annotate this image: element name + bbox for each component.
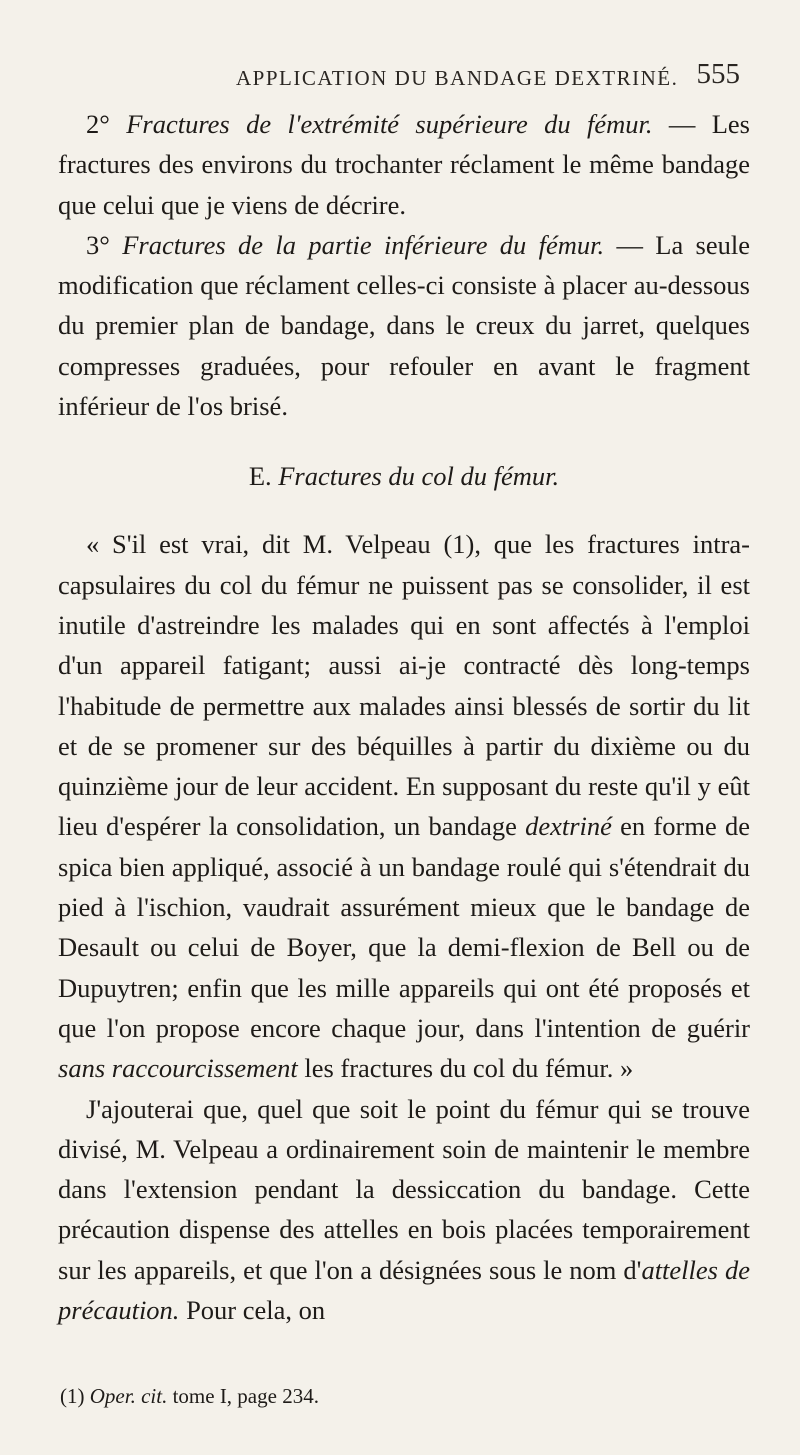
footnote-reference: Oper. cit. (89, 1384, 168, 1409)
quote-text-3: les fractures du col du fémur. » (297, 1053, 634, 1084)
paragraph-title: Fractures de la partie inférieure du fémur. (122, 229, 605, 260)
section-label: E. (248, 461, 279, 492)
paragraph-text: — Les fractures des environs du trochanter réclament le même bandage que celui que je viens de décrire. (58, 109, 750, 220)
section-title: Fractures du col du fémur. (278, 461, 560, 492)
page-number: 555 (696, 58, 740, 90)
page-header (58, 58, 750, 104)
footnote-text: tome I, page 234. (167, 1384, 319, 1409)
paragraph-upper-femur (58, 104, 750, 225)
quote-emphasis-dextrine: dextriné (525, 811, 612, 842)
section-heading (58, 456, 750, 496)
body-text (58, 104, 750, 1330)
paragraph-text-2: Pour cela, on (179, 1295, 326, 1326)
footnote (58, 1382, 750, 1410)
paragraph-emphasis: attelles de précaution. (58, 1254, 750, 1326)
velpeau-quote (58, 524, 750, 1088)
running-head: APPLICATION DU BANDAGE DEXTRINÉ. (236, 66, 679, 90)
paragraph-lower-femur (58, 225, 750, 426)
paragraph-text-1: J'ajouterai que, quel que soit le point du fémur qui se trouve divisé, M. Velpeau a ordinairement soin de maintenir le membre dans l'extension pendant la dessiccation du bandage. Cette précaution dispense des attelles en bois placées temporairement sur les appareils, et que l'on a désignées sous le nom d' (58, 1093, 750, 1285)
footnote-marker: (1) (60, 1384, 90, 1409)
quote-text-1: « S'il est vrai, dit M. Velpeau (1), que les fractures intra-capsulaires du col du fémur ne puissent pas se consolider, il est inutile d'astreindre les malades qui en sont affectés à l'emploi d'un appareil fatigant; aussi ai-je contracté dès long-temps l'habitude de permettre aux malades ainsi blessés de sortir du lit et de se promener sur des béquilles à partir du dixième ou du quinzième jour de leur accident. En supposant du reste qu'il y eût lieu d'espérer la consolidation, un bandage (58, 529, 750, 842)
paragraph-text: — La seule modification que réclament celles-ci consiste à placer au-dessous du premier plan de bandage, dans le creux du jarret, quelques compresses graduées, pour refouler en avant le fragment inférieur de l'os brisé. (58, 229, 750, 422)
quote-text-2: en forme de spica bien appliqué, associé à un bandage roulé qui s'étendrait du pied à l'ischion, vaudrait assurément mieux que le bandage de Desault ou celui de Boyer, que la demi-flexion de Bell ou de Dupuytren; enfin que les mille appareils qui ont été proposés et que l'on propose encore chaque jour, dans l'intention de guérir (58, 811, 750, 1043)
paragraph-title: Fractures de l'extrémité supérieure du fémur. (126, 109, 653, 139)
paragraph-extension (58, 1089, 750, 1331)
quote-emphasis-raccourcissement: sans raccourcissement (58, 1053, 298, 1084)
paragraph-lead: 2° (86, 109, 127, 139)
paragraph-lead: 3° (86, 229, 123, 260)
